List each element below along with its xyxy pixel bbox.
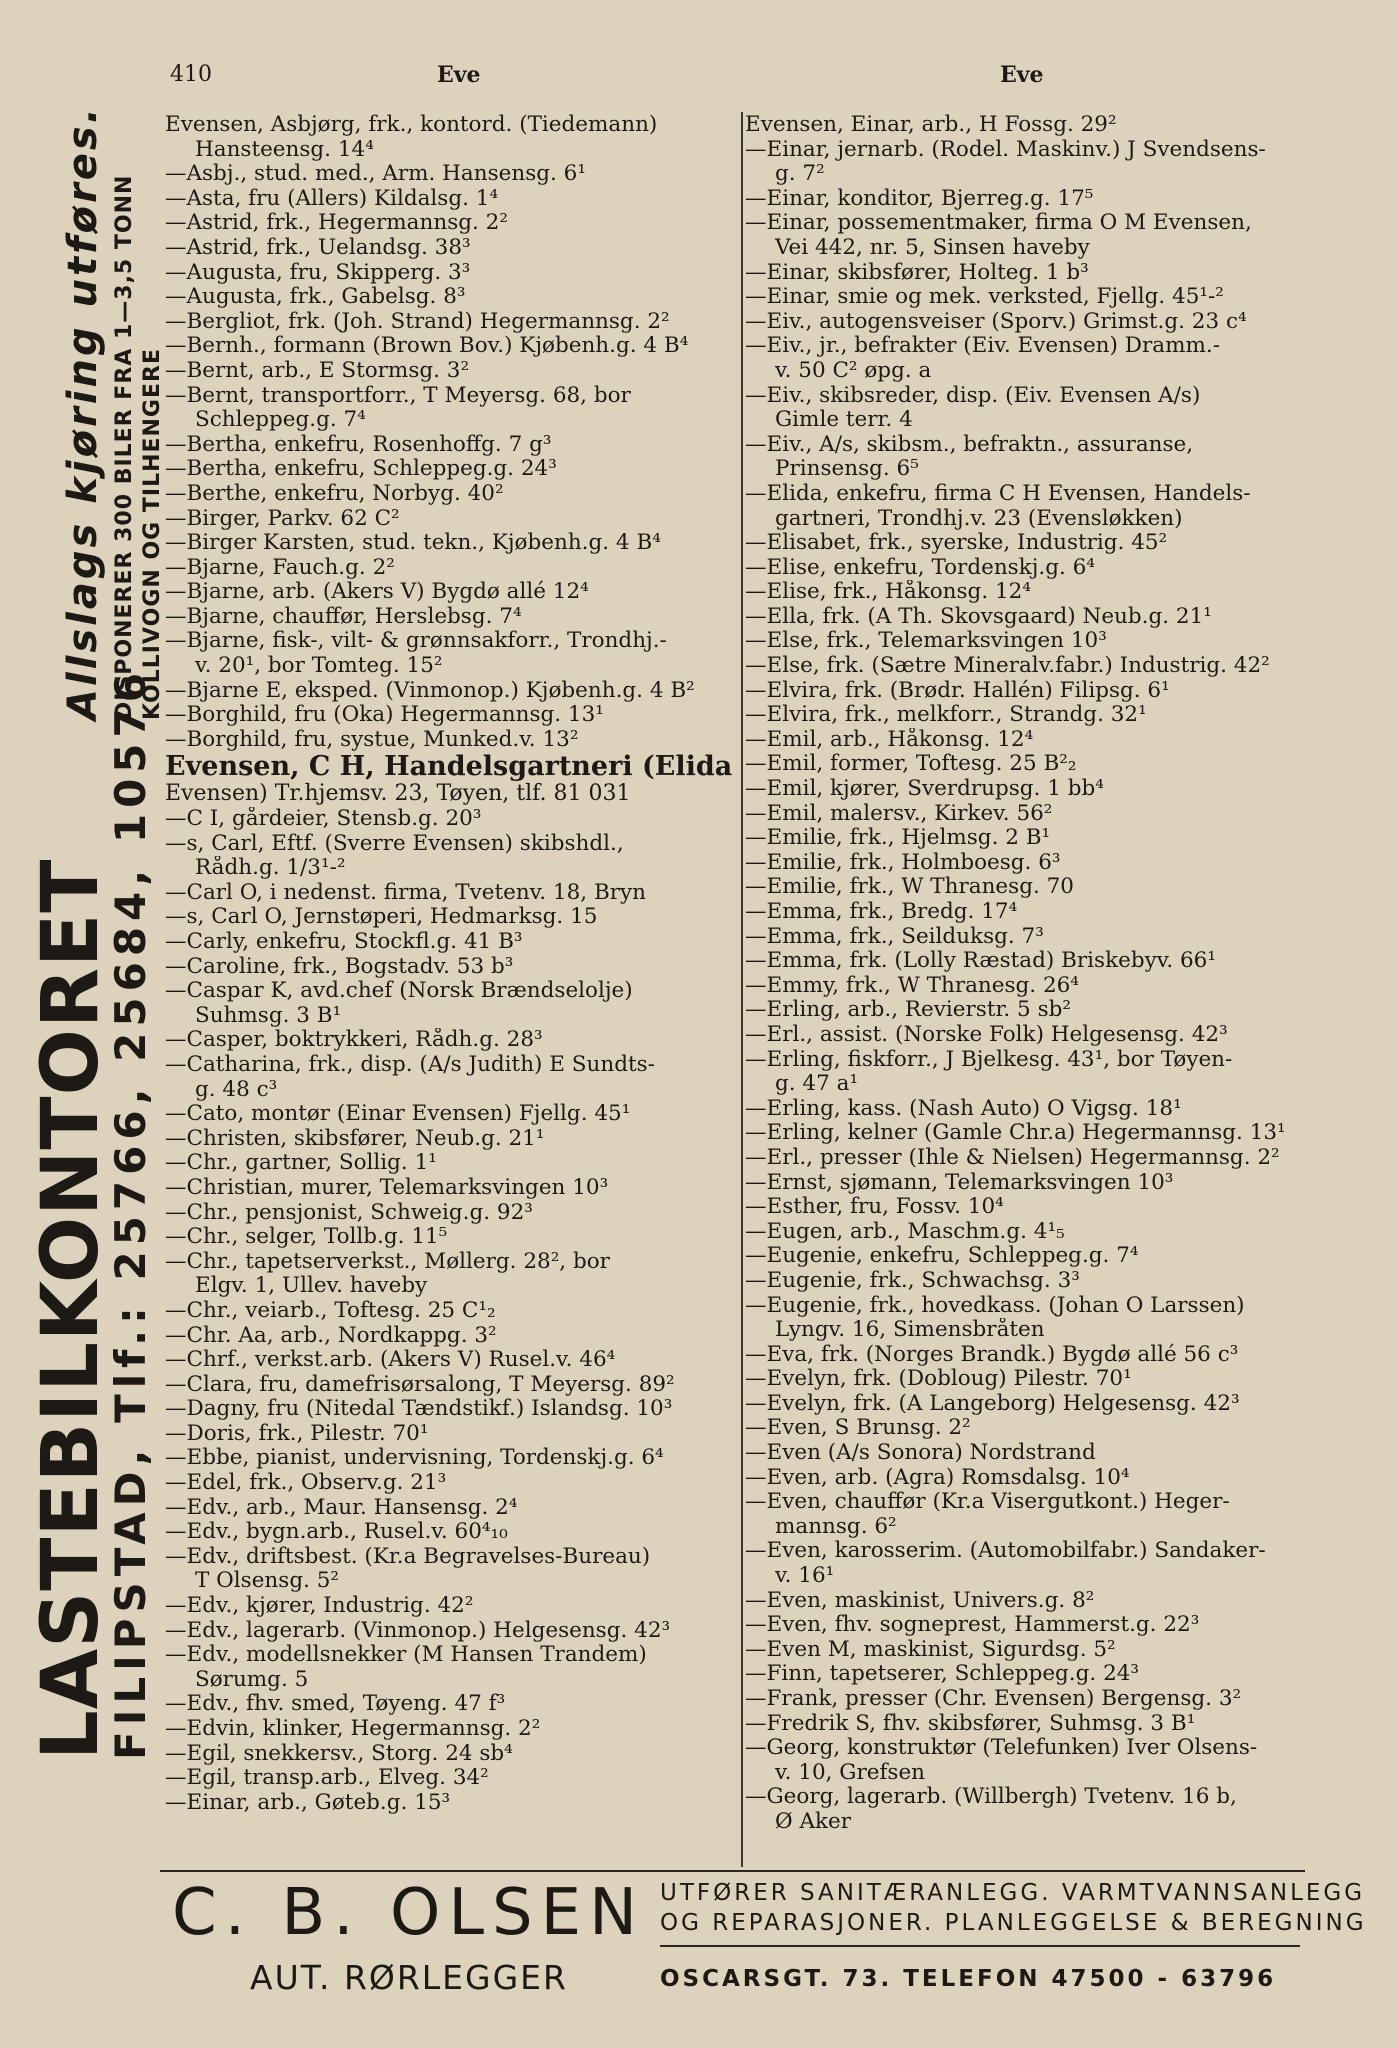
directory-entry-line: —Elisabet, frk., syerske, Industrig. 45² (745, 531, 1168, 556)
side-ad-address: FILIPSTAD, Tlf.: 25766, 25684, 10576 (106, 667, 155, 1760)
bottom-advertisement (160, 1870, 1367, 2020)
directory-entry-line: —Erling, kass. (Nash Auto) O Vigsg. 18¹ (745, 1096, 1182, 1121)
directory-entry-line: —Chr., pensjonist, Schweig.g. 92³ (165, 1200, 533, 1225)
running-head-left: Eve (437, 62, 481, 88)
directory-entry-line: —Erling, fiskforr., J Bjelkesg. 43¹, bor Tøyen- (745, 1047, 1233, 1072)
directory-entry-line: Evensen, Asbjørg, frk., kontord. (Tiedemann) (165, 113, 658, 137)
directory-entry-line: —Emma, frk., Seilduksg. 7³ (745, 924, 1044, 949)
directory-entry-line: —Einar, smie og mek. verksted, Fjellg. 45¹-² (745, 285, 1224, 310)
directory-entry-line: Hansteensg. 14⁴ (195, 137, 374, 162)
directory-entry-line: —Even M, maskinist, Sigurdsg. 5² (745, 1637, 1116, 1662)
directory-entry-line: —Even, fhv. sogneprest, Hammerst.g. 22³ (745, 1613, 1200, 1638)
directory-entry-line: —Evelyn, frk. (Dobloug) Pilestr. 70¹ (745, 1367, 1132, 1392)
ad-address-phone: OSCARSGT. 73. TELEFON 47500 - 63796 (660, 1966, 1277, 1992)
directory-entry-line: —Georg, konstruktør (Telefunken) Iver Olsens- (745, 1736, 1258, 1761)
side-ad-slogan: Allslags kjøring utføres. (60, 105, 106, 720)
directory-entry-line: —Birger, Parkv. 62 C² (165, 506, 400, 531)
directory-entry-line: —Bjarne E, eksped. (Vinmonop.) Kjøbenh.g. 4 B² (165, 678, 695, 703)
directory-entry-line: v. 16¹ (775, 1564, 835, 1589)
directory-entry-line: —Even, chauffør (Kr.a Visergutkont.) Heger- (745, 1490, 1230, 1515)
directory-entry-line: —Elvira, frk., melkforr., Strandg. 32¹ (745, 703, 1147, 728)
ad-services-line1: UTFØRER SANITÆRANLEGG. VARMTVANNSANLEGG (660, 1880, 1366, 1906)
directory-entry-line: —Doris, frk., Pilestr. 70¹ (165, 1421, 429, 1446)
directory-entry-line: —Einar, konditor, Bjerreg.g. 17⁵ (745, 186, 1094, 211)
directory-entry-line: —Even (A/s Sonora) Nordstrand (745, 1441, 1096, 1466)
directory-entry-line: —Bjarne, arb. (Akers V) Bygdø allé 12⁴ (165, 580, 589, 605)
directory-entry-line: —Elvira, frk. (Brødr. Hallén) Filipsg. 6¹ (745, 678, 1170, 703)
side-ad-title: LASTEBILKONTORET (26, 858, 116, 1760)
directory-entry-line: —Asbj., stud. med., Arm. Hansensg. 6¹ (165, 162, 586, 187)
directory-entry-line: —Chr., selger, Tollb.g. 11⁵ (165, 1225, 448, 1250)
directory-entry-line: —Eiv., autogensveiser (Sporv.) Grimst.g. 23 c⁴ (745, 309, 1247, 334)
directory-entry-line: —C I, gårdeier, Stensb.g. 20³ (165, 807, 482, 832)
column-divider (741, 112, 743, 1867)
directory-entry-line: Ø Aker (775, 1809, 852, 1834)
directory-entry-line: —Erling, arb., Revierstr. 5 sb² (745, 998, 1071, 1023)
directory-entry-line: —Chr. Aa, arb., Nordkappg. 3² (165, 1323, 497, 1348)
directory-entry-line: —Esther, fru, Fossv. 10⁴ (745, 1195, 1004, 1220)
running-head-right: Eve (1000, 62, 1044, 88)
ad-divider (660, 1945, 1300, 1947)
directory-entry-line: —Bernh., formann (Brown Bov.) Kjøbenh.g. 4 B⁴ (165, 334, 689, 359)
directory-entry-line: —Eugenie, frk., hovedkass. (Johan O Larssen) (745, 1293, 1245, 1318)
directory-entry-line: g. 47 a¹ (775, 1072, 859, 1097)
directory-entry-line: —Egil, transp.arb., Elveg. 34² (165, 1766, 489, 1791)
directory-entry-line: —Chr., gartner, Sollig. 1¹ (165, 1151, 437, 1176)
directory-entry-line: —Borghild, fru, systue, Munked.v. 13² (165, 727, 579, 752)
directory-entry-line: —Ella, frk. (A Th. Skovsgaard) Neub.g. 21¹ (745, 604, 1212, 629)
directory-entry-line: —Asta, fru (Allers) Kildalsg. 1⁴ (165, 186, 499, 211)
directory-entry-line: —Edv., kjører, Industrig. 42² (165, 1594, 474, 1619)
directory-entry-line: —Eiv., skibsreder, disp. (Eiv. Evensen A/s) (745, 383, 1201, 408)
directory-entry-line: Evensen) Tr.hjemsv. 23, Tøyen, tlf. 81 031 (165, 782, 631, 807)
directory-entry-line: —s, Carl, Eftf. (Sverre Evensen) skibshdl., (165, 831, 624, 856)
directory-entry-line: —Even, S Brunsg. 2² (745, 1416, 971, 1441)
directory-entry-line: Evensen, Einar, arb., H Fossg. 29² (745, 113, 1117, 137)
directory-entry-line: —Chr., tapetserverkst., Møllerg. 28², bor (165, 1249, 610, 1274)
directory-entry-line: —Christen, skibsfører, Neub.g. 21¹ (165, 1126, 545, 1151)
directory-entry-line: —Berthe, enkefru, Norbyg. 40² (165, 481, 504, 506)
page-number: 410 (170, 62, 212, 87)
directory-entry-line: —Frank, presser (Chr. Evensen) Bergensg. 3² (745, 1687, 1242, 1711)
directory-entry-line: —Einar, jernarb. (Rodel. Maskinv.) J Svendsens- (745, 137, 1266, 162)
ad-top-rule (160, 1870, 1305, 1872)
directory-entry-line: —Egil, snekkersv., Storg. 24 sb⁴ (165, 1741, 513, 1766)
directory-entry-line: —Christian, murer, Telemarksvingen 10³ (165, 1175, 609, 1200)
directory-entry-line: —Edvin, klinker, Hegermannsg. 2² (165, 1717, 541, 1741)
directory-entry-line: —Casper, boktrykkeri, Rådh.g. 28³ (165, 1028, 543, 1053)
directory-entry-line: —Emil, kjører, Sverdrupsg. 1 bb⁴ (745, 777, 1104, 802)
directory-entry-line: —Bjarne, fisk-, vilt- & grønnsakforr., Trondhj.- (165, 629, 667, 654)
directory-entry-line: —Even, maskinist, Univers.g. 8² (745, 1588, 1095, 1613)
directory-entry-line: —Emil, arb., Håkonsg. 12⁴ (745, 727, 1034, 752)
directory-entry-line: g. 7² (775, 162, 825, 187)
directory-entry-line: —Bergliot, frk. (Joh. Strand) Hegermannsg. 2² (165, 309, 670, 334)
directory-entry-line: v. 50 C² øpg. a (775, 358, 932, 383)
directory-entry-line: —Erl., presser (Ihle & Nielsen) Hegermannsg. 2² (745, 1145, 1280, 1170)
directory-entry-line: g. 48 c³ (195, 1077, 278, 1102)
directory-entry-line: —Astrid, frk., Hegermannsg. 2² (165, 211, 508, 236)
directory-entry-line: —Carl O, i nedenst. firma, Tvetenv. 18, Bryn (165, 880, 647, 905)
directory-entry-line: —Cato, montør (Einar Evensen) Fjellg. 45¹ (165, 1102, 631, 1127)
directory-entry-line: —Finn, tapetserer, Schleppeg.g. 24³ (745, 1662, 1140, 1687)
directory-entry-line: —Edv., bygn.arb., Rusel.v. 60⁴₁₀ (165, 1520, 508, 1545)
directory-entry-line: —Bertha, enkefru, Rosenhoffg. 7 g³ (165, 432, 552, 457)
directory-entry-line: —Bertha, enkefru, Schleppeg.g. 24³ (165, 457, 557, 482)
directory-entry-line: —Eugen, arb., Maschm.g. 4¹₅ (745, 1219, 1065, 1244)
directory-entry-line: —Emma, frk., Bredg. 17⁴ (745, 900, 1018, 924)
directory-entry-line: gartneri, Trondhj.v. 23 (Evensløkken) (775, 506, 1183, 531)
directory-entry-line: Sørumg. 5 (195, 1667, 309, 1692)
directory-entry-line: —Even, arb. (Agra) Romsdalsg. 10⁴ (745, 1465, 1130, 1490)
directory-entry-line: —Edv., fhv. smed, Tøyeng. 47 f³ (165, 1692, 506, 1717)
directory-entry-line: T Olsensg. 5² (195, 1569, 340, 1594)
directory-entry-line: —Elida, enkefru, firma C H Evensen, Handels- (745, 481, 1251, 506)
directory-entry-line: —Dagny, fru (Nitedal Tændstikf.) Islandsg. 10³ (165, 1397, 673, 1422)
directory-entry-line: —Erl., assist. (Norske Folk) Helgesensg. 42³ (745, 1022, 1228, 1047)
directory-entry-line: v. 20¹, bor Tomteg. 15² (195, 654, 443, 679)
directory-entry-line: —Augusta, frk., Gabelsg. 8³ (165, 285, 466, 310)
directory-entry-line: —Elise, frk., Håkonsg. 12⁴ (745, 580, 1031, 605)
directory-entry-line: —Emmy, frk., W Thranesg. 26⁴ (745, 973, 1079, 998)
directory-entry-line: Lyngv. 16, Simensbråten (775, 1318, 1045, 1343)
directory-entry-line: —Elise, enkefru, Tordenskj.g. 6⁴ (745, 555, 1095, 580)
directory-entry-line: Rådh.g. 1/3¹-² (195, 856, 346, 881)
directory-entry-line: —Carly, enkefru, Stockfl.g. 41 B³ (165, 930, 523, 954)
directory-entry-line: Gimle terr. 4 (775, 408, 913, 433)
left-column (165, 113, 741, 1815)
directory-entry-line: —Caroline, frk., Bogstadv. 53 b³ (165, 954, 514, 979)
directory-entry-line: v. 10, Grefsen (775, 1760, 926, 1785)
directory-entry-line: —Edv., lagerarb. (Vinmonop.) Helgesensg. 42³ (165, 1618, 671, 1643)
directory-entry-line: —Bernt, arb., E Stormsg. 3² (165, 358, 470, 383)
directory-entry-line: —Emma, frk. (Lolly Ræstad) Briskebyv. 66¹ (745, 949, 1216, 974)
directory-entry-line: —Eugenie, frk., Schwachsg. 3³ (745, 1268, 1080, 1293)
directory-entry-line: —Emilie, frk., W Thranesg. 70 (745, 875, 1074, 900)
directory-entry-line: —Ebbe, pianist, undervisning, Tordenskj.g. 6⁴ (165, 1446, 664, 1471)
directory-entry-line: —s, Carl O, Jernstøperi, Hedmarksg. 15 (165, 905, 598, 930)
directory-entry-line: —Eiv., A/s, skibsm., befraktn., assuranse, (745, 432, 1194, 457)
directory-entry-line: —Einar, skibsfører, Holteg. 1 b³ (745, 260, 1089, 285)
directory-entry-line: —Georg, lagerarb. (Willbergh) Tvetenv. 16 b, (745, 1785, 1237, 1810)
directory-entry-line: —Emilie, frk., Hjelmsg. 2 B¹ (745, 826, 1051, 851)
directory-entry-line: —Chrf., verkst.arb. (Akers V) Rusel.v. 46⁴ (165, 1348, 616, 1373)
directory-entry-line: Vei 442, nr. 5, Sinsen haveby (775, 235, 1090, 260)
directory-entry-line: —Ernst, sjømann, Telemarksvingen 10³ (745, 1170, 1174, 1195)
directory-entry-line: —Einar, possementmaker, firma O M Evensen, (745, 211, 1252, 236)
directory-entry-line: Elgv. 1, Ullev. haveby (195, 1274, 428, 1299)
directory-entry-line: —Borghild, fru (Oka) Hegermannsg. 13¹ (165, 703, 604, 728)
ad-services-line2: OG REPARASJONER. PLANLEGGELSE & BEREGNING (660, 1910, 1367, 1936)
directory-entry-line: —Chr., veiarb., Toftesg. 25 C¹₂ (165, 1298, 496, 1323)
directory-entry-line: —Caspar K, avd.chef (Norsk Brændselolje) (165, 979, 633, 1004)
directory-entry-line: —Emilie, frk., Holmboesg. 6³ (745, 850, 1061, 875)
directory-entry-line: Prinsensg. 6⁵ (775, 457, 919, 482)
directory-entry-line: —Edv., arb., Maur. Hansensg. 2⁴ (165, 1495, 518, 1520)
directory-entry-line: —Edel, frk., Observ.g. 21³ (165, 1471, 447, 1496)
directory-entry-line: —Emil, malersv., Kirkev. 56² (745, 801, 1053, 826)
directory-entry-line: —Bernt, transportforr., T Meyersg. 68, bor (165, 383, 631, 408)
directory-entry-line: mannsg. 6² (775, 1514, 897, 1539)
directory-entry-line: —Eugenie, enkefru, Schleppeg.g. 7⁴ (745, 1244, 1139, 1269)
directory-entry-line: —Eva, frk. (Norges Brandk.) Bygdø allé 56 c³ (745, 1342, 1239, 1367)
side-ad-line2: KOLLIVOGN OG TILHENGERE (140, 348, 165, 720)
right-column (745, 113, 1305, 1835)
directory-entry-line: Suhmsg. 3 B¹ (195, 1003, 342, 1028)
directory-entry-line: —Evelyn, frk. (A Langeborg) Helgesensg. 42³ (745, 1391, 1240, 1416)
side-ad-line1: DISPONERER 300 BILER FRA 1—3,5 TONN (112, 174, 137, 720)
directory-entry-line: —Fredrik S, fhv. skibsfører, Suhmsg. 3 B¹ (745, 1711, 1196, 1736)
directory-entry-line: —Einar, arb., Gøteb.g. 15³ (165, 1790, 451, 1815)
directory-entry-line: —Clara, fru, damefrisørsalong, T Meyersg. 89² (165, 1372, 675, 1397)
directory-entry-line: —Erling, kelner (Gamle Chr.a) Hegermannsg. 13¹ (745, 1121, 1286, 1146)
directory-entry-line: Evensen, C H, Handelsgartneri (Elida (165, 752, 733, 783)
directory-entry-line: —Else, frk. (Sætre Mineralv.fabr.) Industrig. 42² (745, 654, 1270, 679)
directory-entry-line: —Bjarne, Fauch.g. 2² (165, 555, 395, 580)
directory-entry-line: —Birger Karsten, stud. tekn., Kjøbenh.g. 4 B⁴ (165, 531, 661, 556)
directory-entry-line: —Edv., driftsbest. (Kr.a Begravelses-Bureau) (165, 1544, 651, 1569)
directory-entry-line: —Else, frk., Telemarksvingen 10³ (745, 629, 1107, 654)
ad-company-name: C. B. OLSEN (172, 1876, 645, 1950)
directory-entry-line: —Catharina, frk., disp. (A/s Judith) E Sundts- (165, 1052, 655, 1077)
directory-entry-line: —Even, karosserim. (Automobilfabr.) Sandaker- (745, 1539, 1266, 1564)
directory-entry-line: —Bjarne, chauffør, Herslebsg. 7⁴ (165, 604, 522, 629)
directory-entry-line: —Augusta, fru, Skipperg. 3³ (165, 260, 471, 285)
directory-entry-line: Schleppeg.g. 7⁴ (195, 408, 366, 433)
directory-entry-line: —Edv., modellsnekker (M Hansen Trandem) (165, 1643, 647, 1668)
directory-entry-line: —Astrid, frk., Uelandsg. 38³ (165, 235, 471, 260)
directory-entry-line: —Eiv., jr., befrakter (Eiv. Evensen) Dramm.- (745, 334, 1220, 359)
directory-entry-line: —Emil, former, Toftesg. 25 B²₂ (745, 752, 1077, 777)
ad-subtitle: AUT. RØRLEGGER (250, 1958, 568, 1997)
